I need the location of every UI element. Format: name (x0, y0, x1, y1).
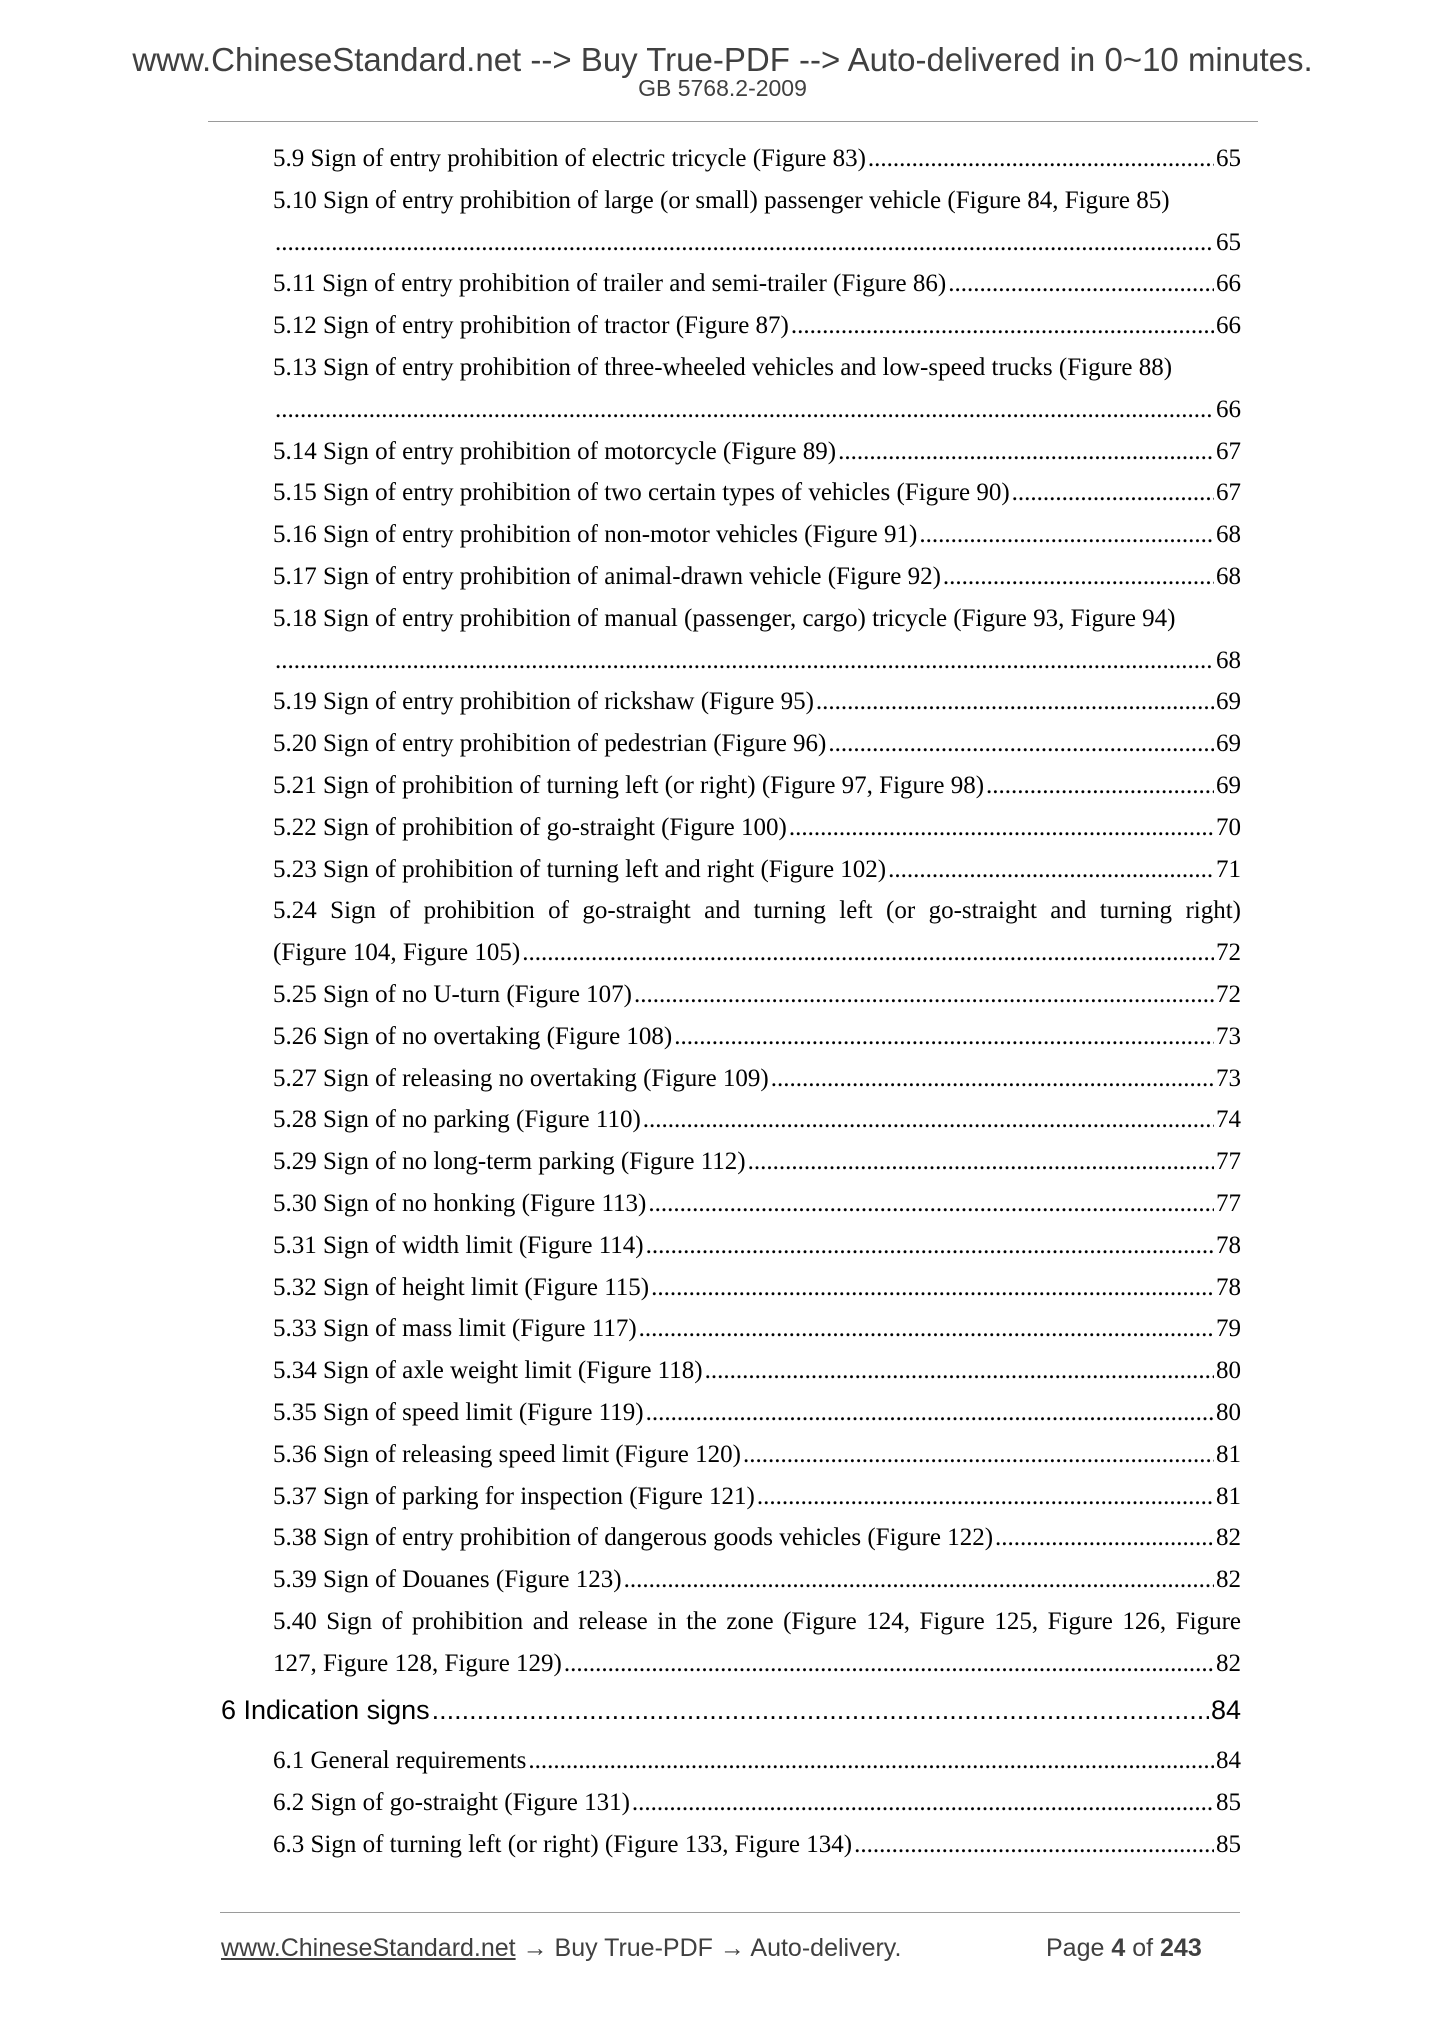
toc-leader-dots (743, 1434, 1214, 1476)
toc-entry-title: 5.9 Sign of entry prohibition of electric tricycle (Figure 83) (273, 145, 866, 172)
toc-entry-title: 5.38 Sign of entry prohibition of dangerous goods vehicles (Figure 122) (273, 1524, 994, 1552)
page-label: Page (1046, 1934, 1105, 1962)
toc-leader-dots (632, 1782, 1214, 1824)
toc-entry-title: 5.36 Sign of releasing speed limit (Figure 120) (273, 1440, 741, 1468)
toc-entry-title: 5.11 Sign of entry prohibition of trailer and semi-trailer (Figure 86) (273, 270, 947, 298)
toc-entry-line[interactable] (273, 514, 1241, 556)
toc-leader-dots (816, 681, 1214, 723)
footer-divider (220, 1912, 1240, 1913)
toc-entry-line[interactable] (273, 1601, 1241, 1643)
toc-entry-title: 5.31 Sign of width limit (Figure 114) (273, 1231, 644, 1259)
toc-chapter-title: 6 Indication signs (221, 1694, 430, 1725)
toc-entry-page: 68 (1216, 646, 1241, 674)
toc-leader-dots (648, 1183, 1214, 1225)
toc-entry-title: 5.37 Sign of parking for inspection (Figure 121) (273, 1482, 755, 1510)
toc-leader-dots (646, 1392, 1214, 1434)
toc-entry-title: 5.13 Sign of entry prohibition of three-wheeled vehicles and low-speed trucks (Figure 88) (273, 354, 1173, 381)
toc-entry-line[interactable] (273, 849, 1241, 891)
toc-entry-line[interactable] (273, 1308, 1241, 1350)
toc-entry-title: 6.2 Sign of go-straight (Figure 131) (273, 1789, 630, 1817)
toc-entry-line[interactable] (273, 305, 1241, 347)
toc-entry-page: 71 (1216, 855, 1241, 883)
of-label: of (1132, 1934, 1154, 1962)
toc-entry-page: 66 (1216, 312, 1241, 340)
toc-entry-page: 69 (1216, 730, 1241, 758)
toc-leader-dots (275, 222, 1214, 264)
toc-leader-dots (868, 138, 1214, 180)
toc-leader-dots (624, 1559, 1214, 1601)
toc-entry-page: 69 (1216, 688, 1241, 716)
footer-promo-text: → Buy True-PDF → Auto-delivery. (522, 1934, 902, 1962)
toc-leader-dots (522, 932, 1214, 974)
toc-leader-dots (838, 431, 1214, 473)
page-indicator (1046, 1932, 1202, 1964)
toc-leader-dots (651, 1267, 1214, 1309)
toc-entry-line[interactable] (273, 681, 1241, 723)
toc-entry-line[interactable] (273, 1016, 1241, 1058)
toc-entry-page: 81 (1216, 1482, 1241, 1510)
toc-entry-page: 72 (1216, 981, 1241, 1008)
toc-chapter-line[interactable] (221, 1689, 1241, 1731)
toc-entry-title: 5.27 Sign of releasing no overtaking (Figure 109) (273, 1064, 769, 1092)
toc-leader-dots (986, 765, 1214, 807)
toc-leader-dots (1012, 472, 1214, 514)
toc-leader-dots (943, 556, 1214, 598)
toc-entry-line[interactable] (273, 1824, 1241, 1866)
toc-leader-dots (757, 1476, 1214, 1518)
toc-entry-page: 65 (1216, 228, 1241, 256)
toc-entry-line[interactable] (273, 1141, 1241, 1183)
toc-leader-dots (646, 1225, 1214, 1267)
toc-entry-line[interactable] (273, 1559, 1241, 1601)
toc-entry-title: 5.35 Sign of speed limit (Figure 119) (273, 1399, 644, 1426)
toc-entry-page: 67 (1216, 437, 1241, 465)
toc-entry-page: 68 (1216, 563, 1241, 590)
toc-entry-page: 70 (1216, 813, 1241, 841)
toc-entry-title: 5.34 Sign of axle weight limit (Figure 118) (273, 1357, 703, 1385)
toc-entry-page: 78 (1216, 1231, 1241, 1259)
toc-entry-line[interactable] (273, 1267, 1241, 1309)
toc-entry-line[interactable] (273, 347, 1241, 389)
toc-leader-dots (748, 1141, 1214, 1183)
toc-entry-line[interactable] (273, 1225, 1241, 1267)
toc-leader-dots (771, 1058, 1214, 1100)
toc-entry-title: 6.1 General requirements (273, 1747, 527, 1775)
toc-leader-dots (888, 849, 1214, 891)
toc-entry-line[interactable] (273, 472, 1241, 514)
toc-entry-title: 5.23 Sign of prohibition of turning left and right (Figure 102) (273, 855, 887, 883)
toc-entry-line[interactable] (273, 1517, 1241, 1559)
toc-entry-line[interactable] (273, 932, 1241, 974)
toc-entry-title: 5.26 Sign of no overtaking (Figure 108) (273, 1022, 673, 1050)
toc-entry-title: 5.12 Sign of entry prohibition of tractor (Figure 87) (273, 312, 789, 340)
toc-entry-page: 82 (1216, 1566, 1241, 1594)
toc-entry-title: 5.39 Sign of Douanes (Figure 123) (273, 1566, 622, 1594)
standard-number: GB 5768.2-2009 (638, 75, 807, 101)
toc-leader-dots (674, 1016, 1214, 1058)
toc-entry-page: 66 (1216, 395, 1241, 423)
toc-entry-line[interactable] (273, 890, 1241, 932)
toc-entry-page: 79 (1216, 1315, 1241, 1343)
toc-entry-title: 5.18 Sign of entry prohibition of manual (passenger, cargo) tricycle (Figure 93, Figure 94) (273, 604, 1176, 632)
toc-entry-title: 5.24 Sign of prohibition of go-straight and turning left (or go-straight and turning right) (273, 897, 1241, 925)
toc-entry-page: 82 (1216, 1649, 1241, 1677)
toc-entry-page: 66 (1216, 270, 1241, 298)
toc-leader-dots (275, 389, 1214, 431)
toc-entry-page: 81 (1216, 1440, 1241, 1468)
toc-entry-title: 5.30 Sign of no honking (Figure 113) (273, 1190, 647, 1217)
toc-entry-line[interactable] (273, 1099, 1241, 1141)
toc-entry-line[interactable] (273, 389, 1241, 431)
toc-entry-page: 84 (1210, 1694, 1241, 1725)
toc-entry-line[interactable] (273, 1392, 1241, 1434)
footer-site-link[interactable]: www.ChineseStandard.net (221, 1934, 516, 1962)
toc-entry-title: 5.25 Sign of no U-turn (Figure 107) (273, 981, 632, 1008)
toc-entry-page: 73 (1216, 1064, 1241, 1092)
toc-leader-dots (948, 263, 1214, 305)
toc-entry-page: 74 (1216, 1106, 1241, 1134)
toc-leader-dots (995, 1517, 1214, 1559)
toc-entry-title: 5.19 Sign of entry prohibition of rickshaw (Figure 95) (273, 688, 814, 716)
toc-entry-line[interactable] (273, 138, 1241, 180)
toc-leader-dots (643, 1099, 1214, 1141)
toc-entry-page: 80 (1216, 1357, 1241, 1385)
toc-entry-line[interactable] (273, 807, 1241, 849)
toc-entry-page: 82 (1216, 1524, 1241, 1552)
toc-entry-line[interactable] (273, 556, 1241, 598)
toc-entry-page: 68 (1216, 521, 1241, 549)
toc-entry-title: 5.33 Sign of mass limit (Figure 117) (273, 1315, 637, 1343)
toc-entry-page: 85 (1216, 1831, 1241, 1858)
toc-entry-line[interactable] (273, 1740, 1241, 1782)
toc-entry-page: 78 (1216, 1273, 1241, 1301)
toc-entry-title: 5.10 Sign of entry prohibition of large (or small) passenger vehicle (Figure 84, Figure 85) (273, 186, 1170, 214)
toc-leader-dots (639, 1308, 1214, 1350)
toc-entry-page: 77 (1216, 1190, 1241, 1217)
toc-leader-dots (528, 1740, 1214, 1782)
toc-leader-dots (791, 305, 1214, 347)
toc-leader-dots (275, 640, 1214, 682)
toc-entry-page: 80 (1216, 1399, 1241, 1426)
toc-entry-title: 5.17 Sign of entry prohibition of animal-drawn vehicle (Figure 92) (273, 563, 941, 590)
toc-entry-line[interactable] (273, 1434, 1241, 1476)
toc-leader-dots (705, 1350, 1214, 1392)
header-banner: www.ChineseStandard.net --> Buy True-PDF --> Auto-delivered in 0~10 minutes. (132, 41, 1313, 78)
toc-entry-line[interactable] (273, 1058, 1241, 1100)
toc-entry-page: 67 (1216, 479, 1241, 507)
toc-entry-title: 5.20 Sign of entry prohibition of pedestrian (Figure 96) (273, 730, 827, 758)
toc-entry-title: 5.32 Sign of height limit (Figure 115) (273, 1273, 650, 1301)
toc-leader-dots (828, 723, 1214, 765)
toc-entry-line[interactable] (273, 640, 1241, 682)
toc-leader-dots (854, 1824, 1214, 1866)
toc-entry-line[interactable] (273, 1782, 1241, 1824)
toc-leader-dots (432, 1689, 1209, 1731)
toc-entry-title-cont: (Figure 104, Figure 105) (273, 939, 521, 967)
toc-entry-title: 5.29 Sign of no long-term parking (Figure 112) (273, 1148, 746, 1176)
toc-entry-line[interactable] (273, 1476, 1241, 1518)
toc-entry-page: 65 (1216, 145, 1241, 172)
toc-entry-page: 77 (1216, 1148, 1241, 1176)
toc-entry-line[interactable] (273, 1350, 1241, 1392)
page-number: 4 (1111, 1934, 1126, 1962)
footer-promo (221, 1932, 901, 1964)
toc-entry-line[interactable] (273, 723, 1241, 765)
toc-leader-dots (564, 1643, 1214, 1685)
toc-entry-title: 5.40 Sign of prohibition and release in the zone (Figure 124, Figure 125, Figure 126, Figure (273, 1608, 1241, 1635)
toc-entry-page: 73 (1216, 1022, 1241, 1050)
toc-entry-title: 5.28 Sign of no parking (Figure 110) (273, 1106, 641, 1134)
toc-entry-line[interactable] (273, 974, 1241, 1016)
toc-entry-page: 84 (1216, 1747, 1241, 1775)
toc-entry-page: 72 (1216, 939, 1241, 967)
toc-entry-line[interactable] (273, 263, 1241, 305)
toc-entry-page: 69 (1216, 772, 1241, 799)
toc-entry-title: 5.15 Sign of entry prohibition of two certain types of vehicles (Figure 90) (273, 479, 1010, 507)
toc-entry-line[interactable] (273, 222, 1241, 264)
toc-leader-dots (634, 974, 1214, 1016)
toc-leader-dots (789, 807, 1214, 849)
toc-entry-title-cont: 127, Figure 128, Figure 129) (273, 1649, 562, 1677)
toc-entry-title: 5.22 Sign of prohibition of go-straight (Figure 100) (273, 813, 787, 841)
toc-entry-title: 6.3 Sign of turning left (or right) (Figure 133, Figure 134) (273, 1831, 853, 1858)
toc-entry-line[interactable] (273, 1643, 1241, 1685)
toc-leader-dots (919, 514, 1214, 556)
toc-entry-line[interactable] (273, 1183, 1241, 1225)
toc-entry-title: 5.21 Sign of prohibition of turning left (or right) (Figure 97, Figure 98) (273, 772, 985, 799)
toc-entry-title: 5.16 Sign of entry prohibition of non-motor vehicles (Figure 91) (273, 521, 918, 549)
toc-entry-title: 5.14 Sign of entry prohibition of motorcycle (Figure 89) (273, 437, 837, 465)
total-pages: 243 (1160, 1934, 1202, 1962)
toc-entry-page: 85 (1216, 1789, 1241, 1817)
toc-entry-line[interactable] (273, 180, 1241, 222)
toc-entry-line[interactable] (273, 431, 1241, 473)
toc-entry-line[interactable] (273, 598, 1241, 640)
toc-entry-line[interactable] (273, 765, 1241, 807)
